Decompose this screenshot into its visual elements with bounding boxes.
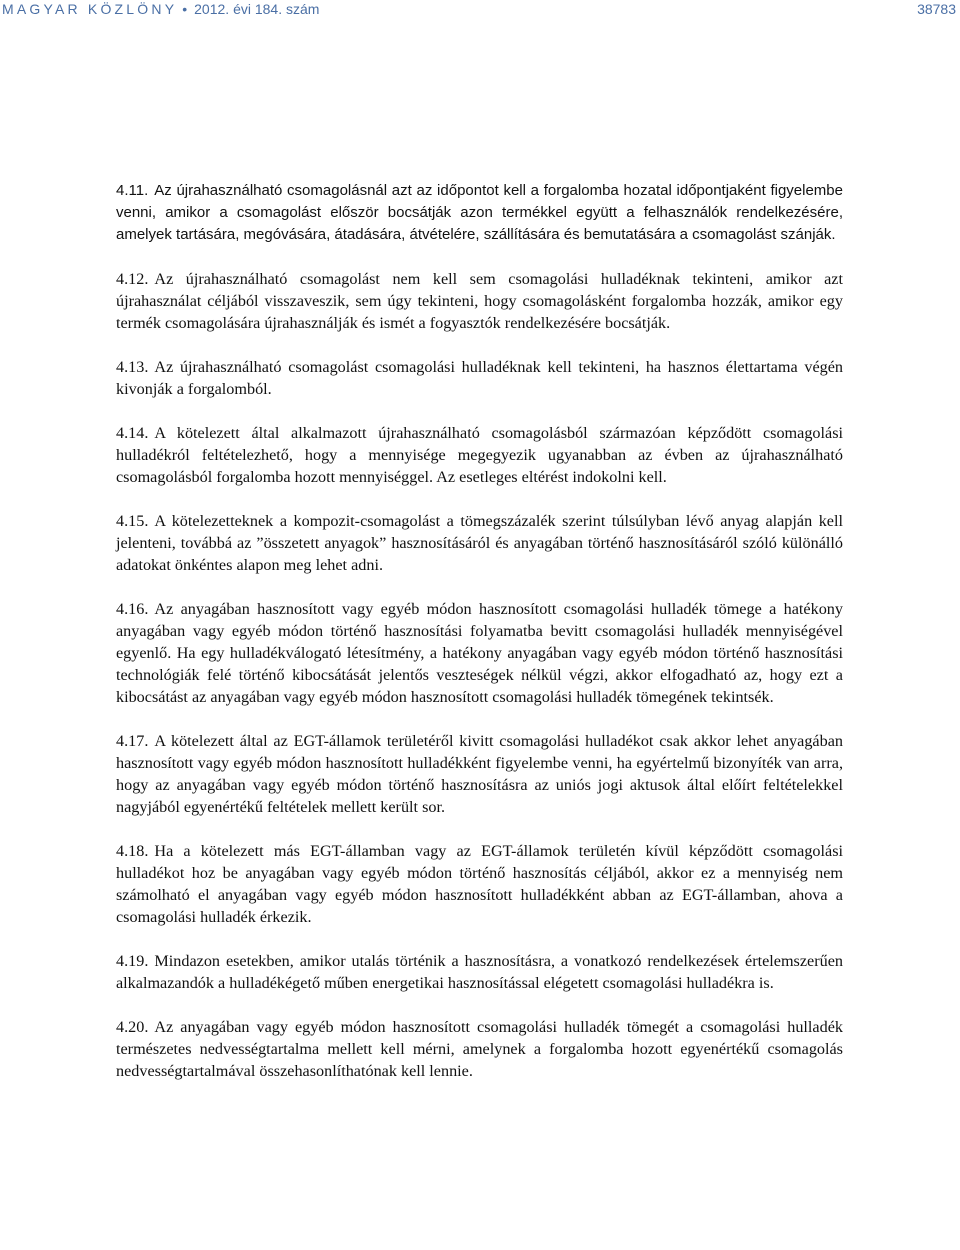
paragraph-number: 4.18.	[116, 842, 149, 860]
paragraph-number: 4.17.	[116, 732, 149, 750]
paragraph-number: 4.16.	[116, 600, 149, 618]
paragraph-number: 4.11.	[116, 182, 149, 199]
paragraph-number: 4.14.	[116, 424, 149, 442]
paragraph-4-16	[116, 598, 843, 708]
page-number: 38783	[917, 1, 956, 17]
paragraph-text: Az újrahasználható csomagolást nem kell sem csomagolási hulladéknak tekinteni, amikor azt újrahasználat céljából visszaveszik, sem úgy tekinteni, hogy csomagolásként forgalomba hozzák, amikor egy termék csomagolására újrahasználják és ismét a fogyasztók rendelkezésére bocsátják.	[116, 270, 843, 332]
paragraph-4-12	[116, 268, 843, 334]
paragraph-text: A kötelezetteknek a kompozit-csomagolást a tömegszázalék szerint túlsúlyban lévő anyag alapján kell jelenteni, továbbá az ”összetett anyagok” hasznosításáról és anyagában történő hasznosításáról szóló különálló adatokat önkéntes alapon meg lehet adni.	[116, 512, 843, 574]
paragraph-number: 4.12.	[116, 270, 149, 288]
paragraph-4-11	[116, 180, 843, 246]
paragraph-text: Az anyagában vagy egyéb módon hasznosított csomagolási hulladék tömegét a csomagolási hulladék természetes nedvességtartalma mellett kell mérni, amelynek a forgalomba hozott egyenértékű csomagolás nedvességtartalmával összehasonlíthatónak kell lennie.	[116, 1018, 843, 1080]
publication-title: MAGYAR KÖZLÖNY	[2, 1, 178, 17]
paragraph-4-19	[116, 950, 843, 994]
paragraph-number: 4.20.	[116, 1018, 149, 1036]
paragraph-4-14	[116, 422, 843, 488]
paragraph-4-18	[116, 840, 843, 928]
paragraph-4-17	[116, 730, 843, 818]
paragraph-4-15	[116, 510, 843, 576]
page-header	[0, 0, 960, 22]
paragraph-number: 4.19.	[116, 952, 149, 970]
paragraph-text: A kötelezett által az EGT-államok területéről kivitt csomagolási hulladékot csak akkor lehet anyagában hasznosított vagy egyéb módon hasznosított hulladékként figyelembe venni, ha egyértelmű bizonyíték van arra, hogy az anyagában vagy egyéb módon történő hasznosításra az uniós jogi aktusok által előírt feltételekkel nagyjából egyenértékű feltételek mellett került sor.	[116, 732, 843, 816]
paragraph-4-13	[116, 356, 843, 400]
header-bullet: •	[182, 1, 188, 17]
paragraph-text: Az újrahasználható csomagolásnál azt az időpontot kell a forgalomba hozatal időpontjaként figyelembe venni, amikor a csomagolást először bocsátják azon termékkel együtt a felhasználók rendelkezésére, amelyek tartására, megóvására, átadására, átvételére, szállítására és bemutatására a csomagolást szánják.	[116, 182, 843, 243]
paragraph-number: 4.13.	[116, 358, 149, 376]
paragraph-text: Az újrahasználható csomagolást csomagolási hulladéknak kell tekinteni, ha hasznos élettartama végén kivonják a forgalomból.	[116, 358, 843, 398]
paragraph-text: A kötelezett által alkalmazott újrahasználható csomagolásból származóan képződött csomagolási hulladékról feltételezhető, hogy a mennyisége megegyezik ugyanabban az évben az újrahasználható csomagolásból forgalomba hozott mennyiséggel. Az esetleges eltérést indokolni kell.	[116, 424, 843, 486]
paragraph-text: Ha a kötelezett más EGT-államban vagy az EGT-államok területén kívül képződött csomagolási hulladékot hoz be anyagában vagy egyéb módon történő hasznosítás céljából, akkor ez a mennyiség nem számolható el anyagában vagy egyéb módon hasznosított hulladékként abban az EGT-államban, ahova a csomagolási hulladék érkezik.	[116, 842, 843, 926]
paragraph-number: 4.15.	[116, 512, 149, 530]
paragraph-4-20	[116, 1016, 843, 1082]
paragraph-text: Mindazon esetekben, amikor utalás történik a hasznosításra, a vonatkozó rendelkezések értelemszerűen alkalmazandók a hulladékégető műben energetikai hasznosítással elégetett csomagolási hulladékra is.	[116, 952, 843, 992]
header-publication-info	[2, 1, 319, 17]
document-body	[116, 180, 843, 1104]
issue-label: 2012. évi 184. szám	[194, 1, 320, 17]
paragraph-text: Az anyagában hasznosított vagy egyéb módon hasznosított csomagolási hulladék tömege a hatékony anyagában vagy egyéb módon történő hasznosítási folyamatba bevitt csomagolási hulladék mennyiségével egyenlő. Ha egy hulladékválogató létesítmény, a hatékony anyagában vagy egyéb módon történő hasznosítási technológiák felé történő kibocsátását jelentős veszteségek nélkül végzi, akkor elfogadható az, hogy ezt a kibocsátást az anyagában vagy egyéb módon hasznosított csomagolási hulladék tömegének tekintsék.	[116, 600, 843, 706]
